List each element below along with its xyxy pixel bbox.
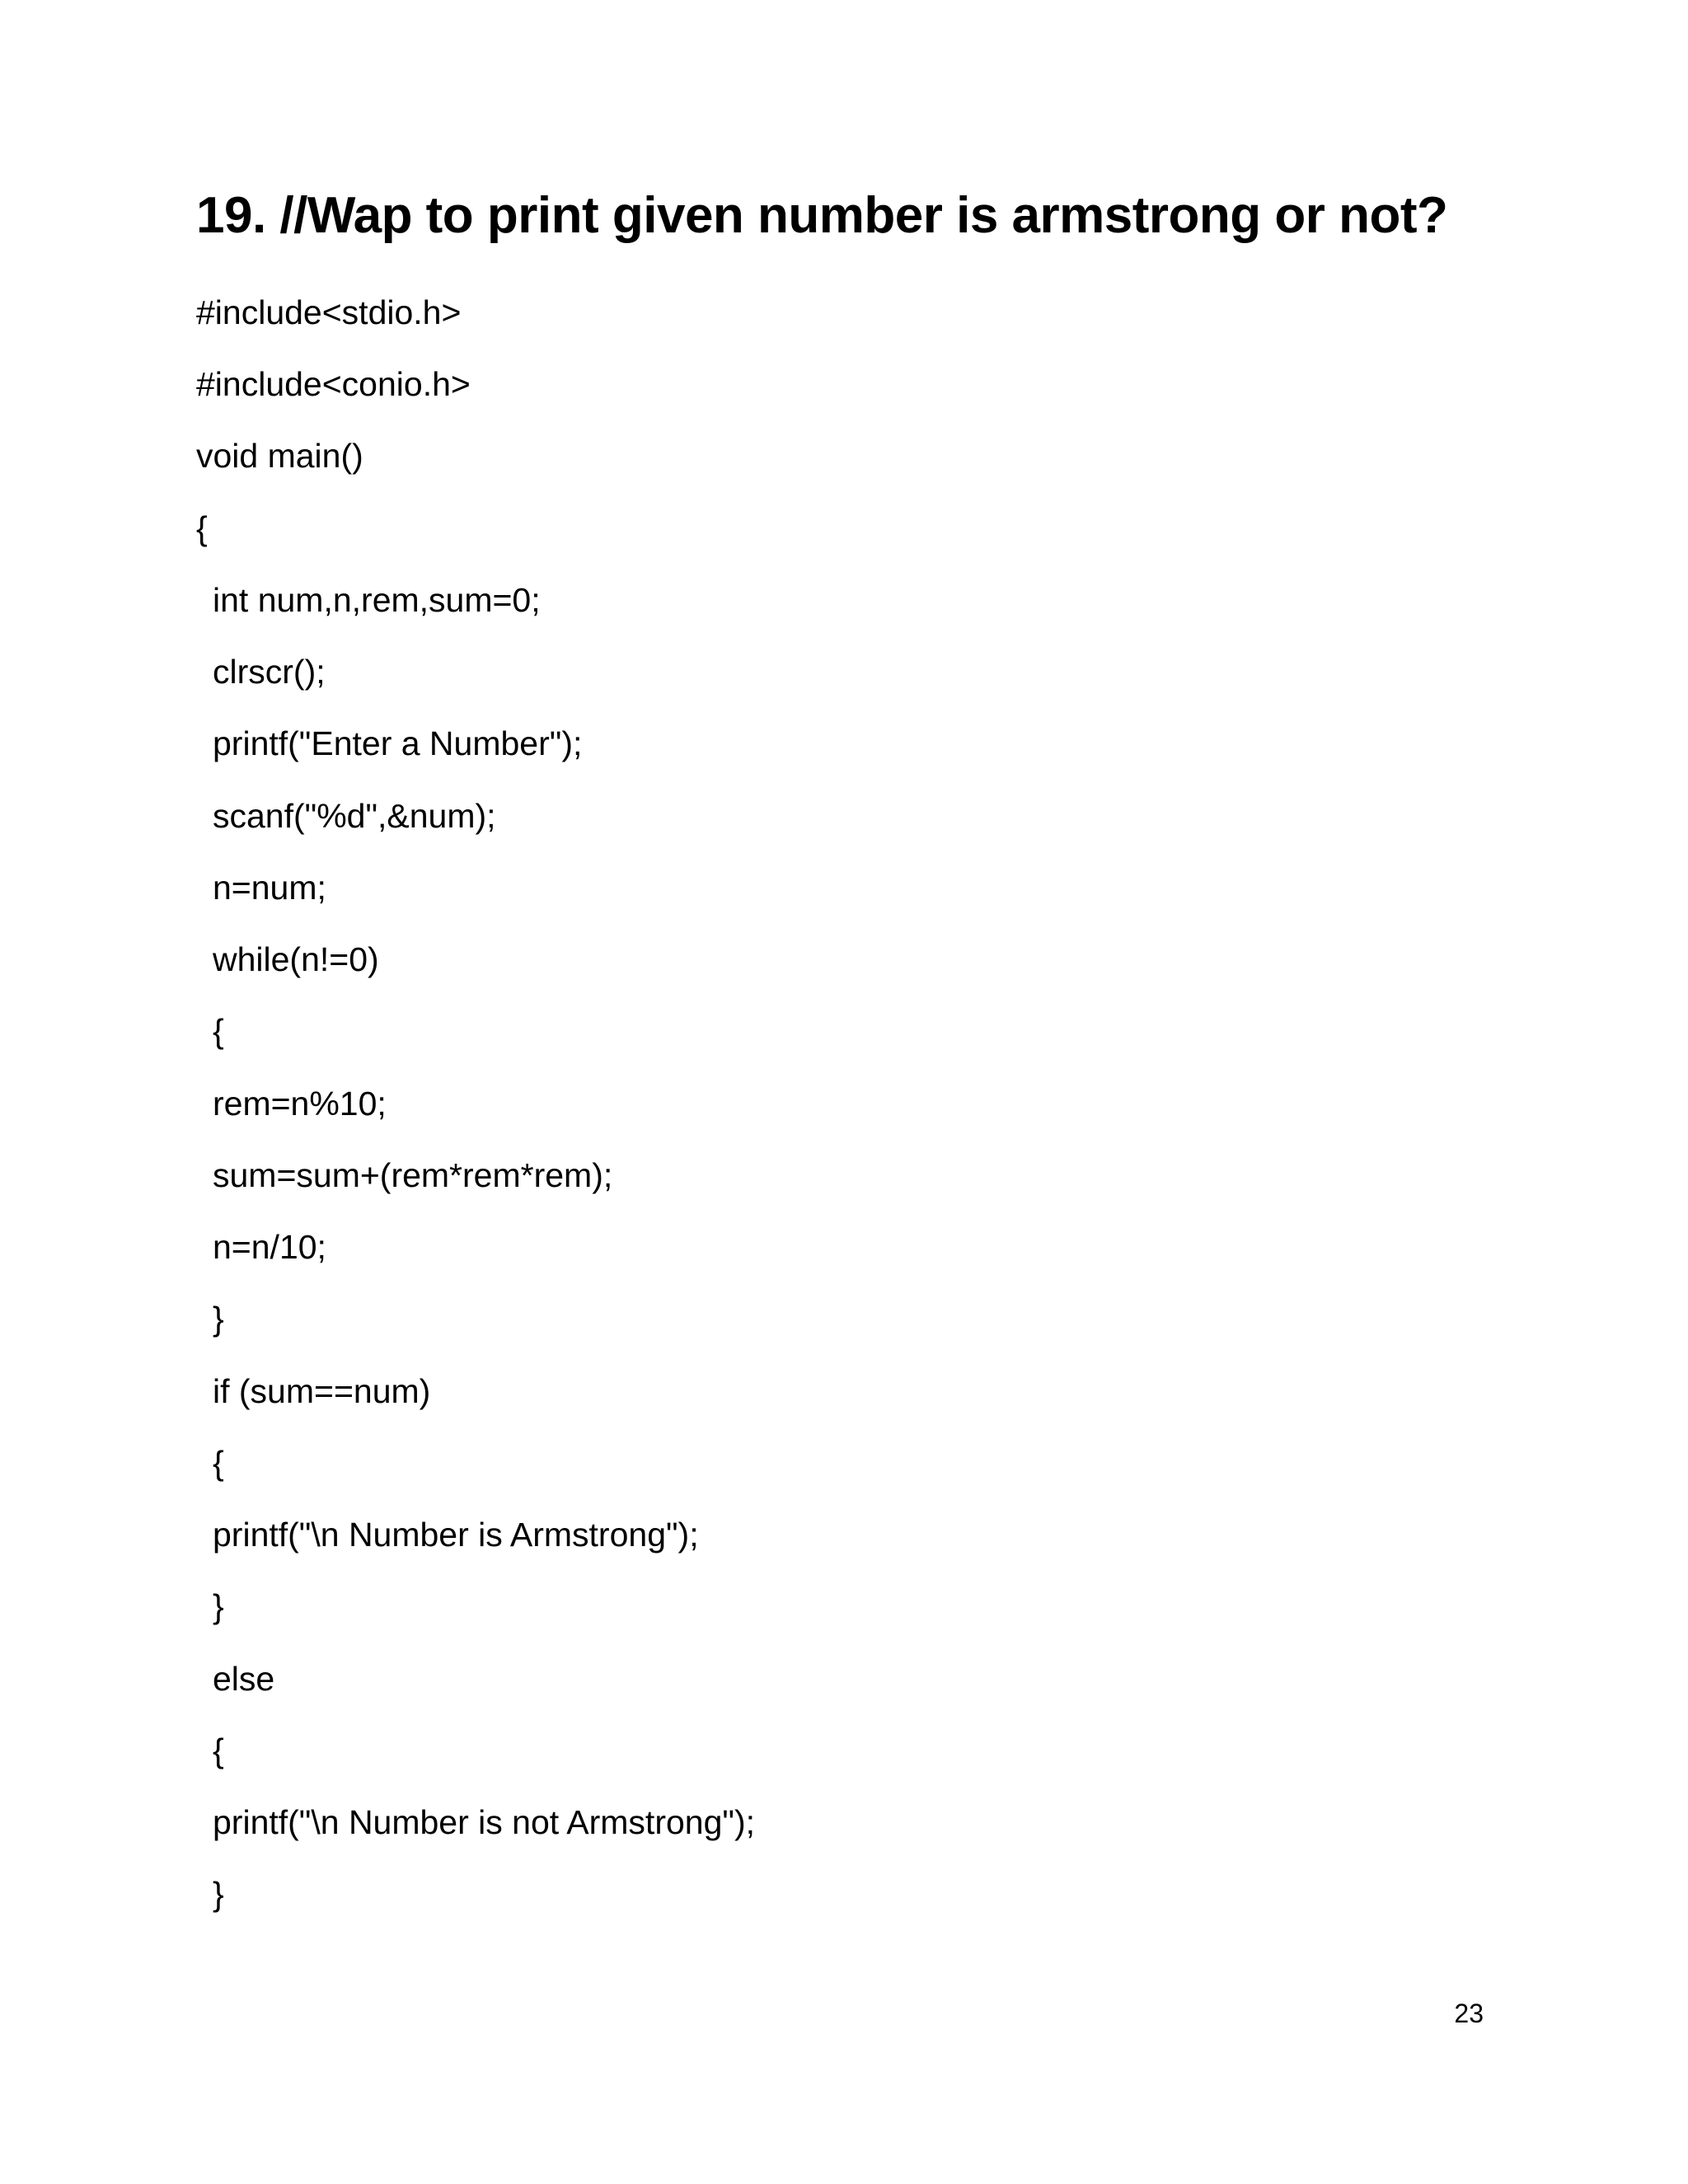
code-line: printf("\n Number is not Armstrong");	[213, 1803, 755, 1841]
code-line: scanf("%d",&num);	[213, 797, 496, 835]
code-line: printf("Enter a Number");	[213, 724, 583, 762]
code-line: n=num;	[213, 869, 326, 907]
code-line: {	[196, 509, 208, 547]
code-line: int num,n,rem,sum=0;	[213, 581, 541, 619]
code-line: else	[213, 1660, 275, 1698]
code-line: }	[213, 1300, 224, 1338]
code-line: clrscr();	[213, 653, 326, 691]
page-title: 19. //Wap to print given number is armstrong or not?	[196, 187, 1448, 244]
page-number: 23	[1454, 1999, 1484, 2028]
code-line: }	[213, 1875, 224, 1913]
code-line: {	[213, 1444, 224, 1482]
code-line: n=n/10;	[213, 1228, 326, 1266]
code-line: printf("\n Number is Armstrong");	[213, 1516, 699, 1554]
code-line: rem=n%10;	[213, 1085, 387, 1122]
code-line: #include<conio.h>	[196, 365, 471, 403]
code-line: void main()	[196, 437, 363, 475]
code-line: if (sum==num)	[213, 1372, 431, 1410]
code-line: #include<stdio.h>	[196, 293, 462, 331]
code-line: }	[213, 1587, 224, 1625]
code-line: while(n!=0)	[213, 940, 379, 978]
code-line: {	[213, 1732, 224, 1769]
code-line: sum=sum+(rem*rem*rem);	[213, 1156, 613, 1194]
code-line: {	[213, 1012, 224, 1050]
